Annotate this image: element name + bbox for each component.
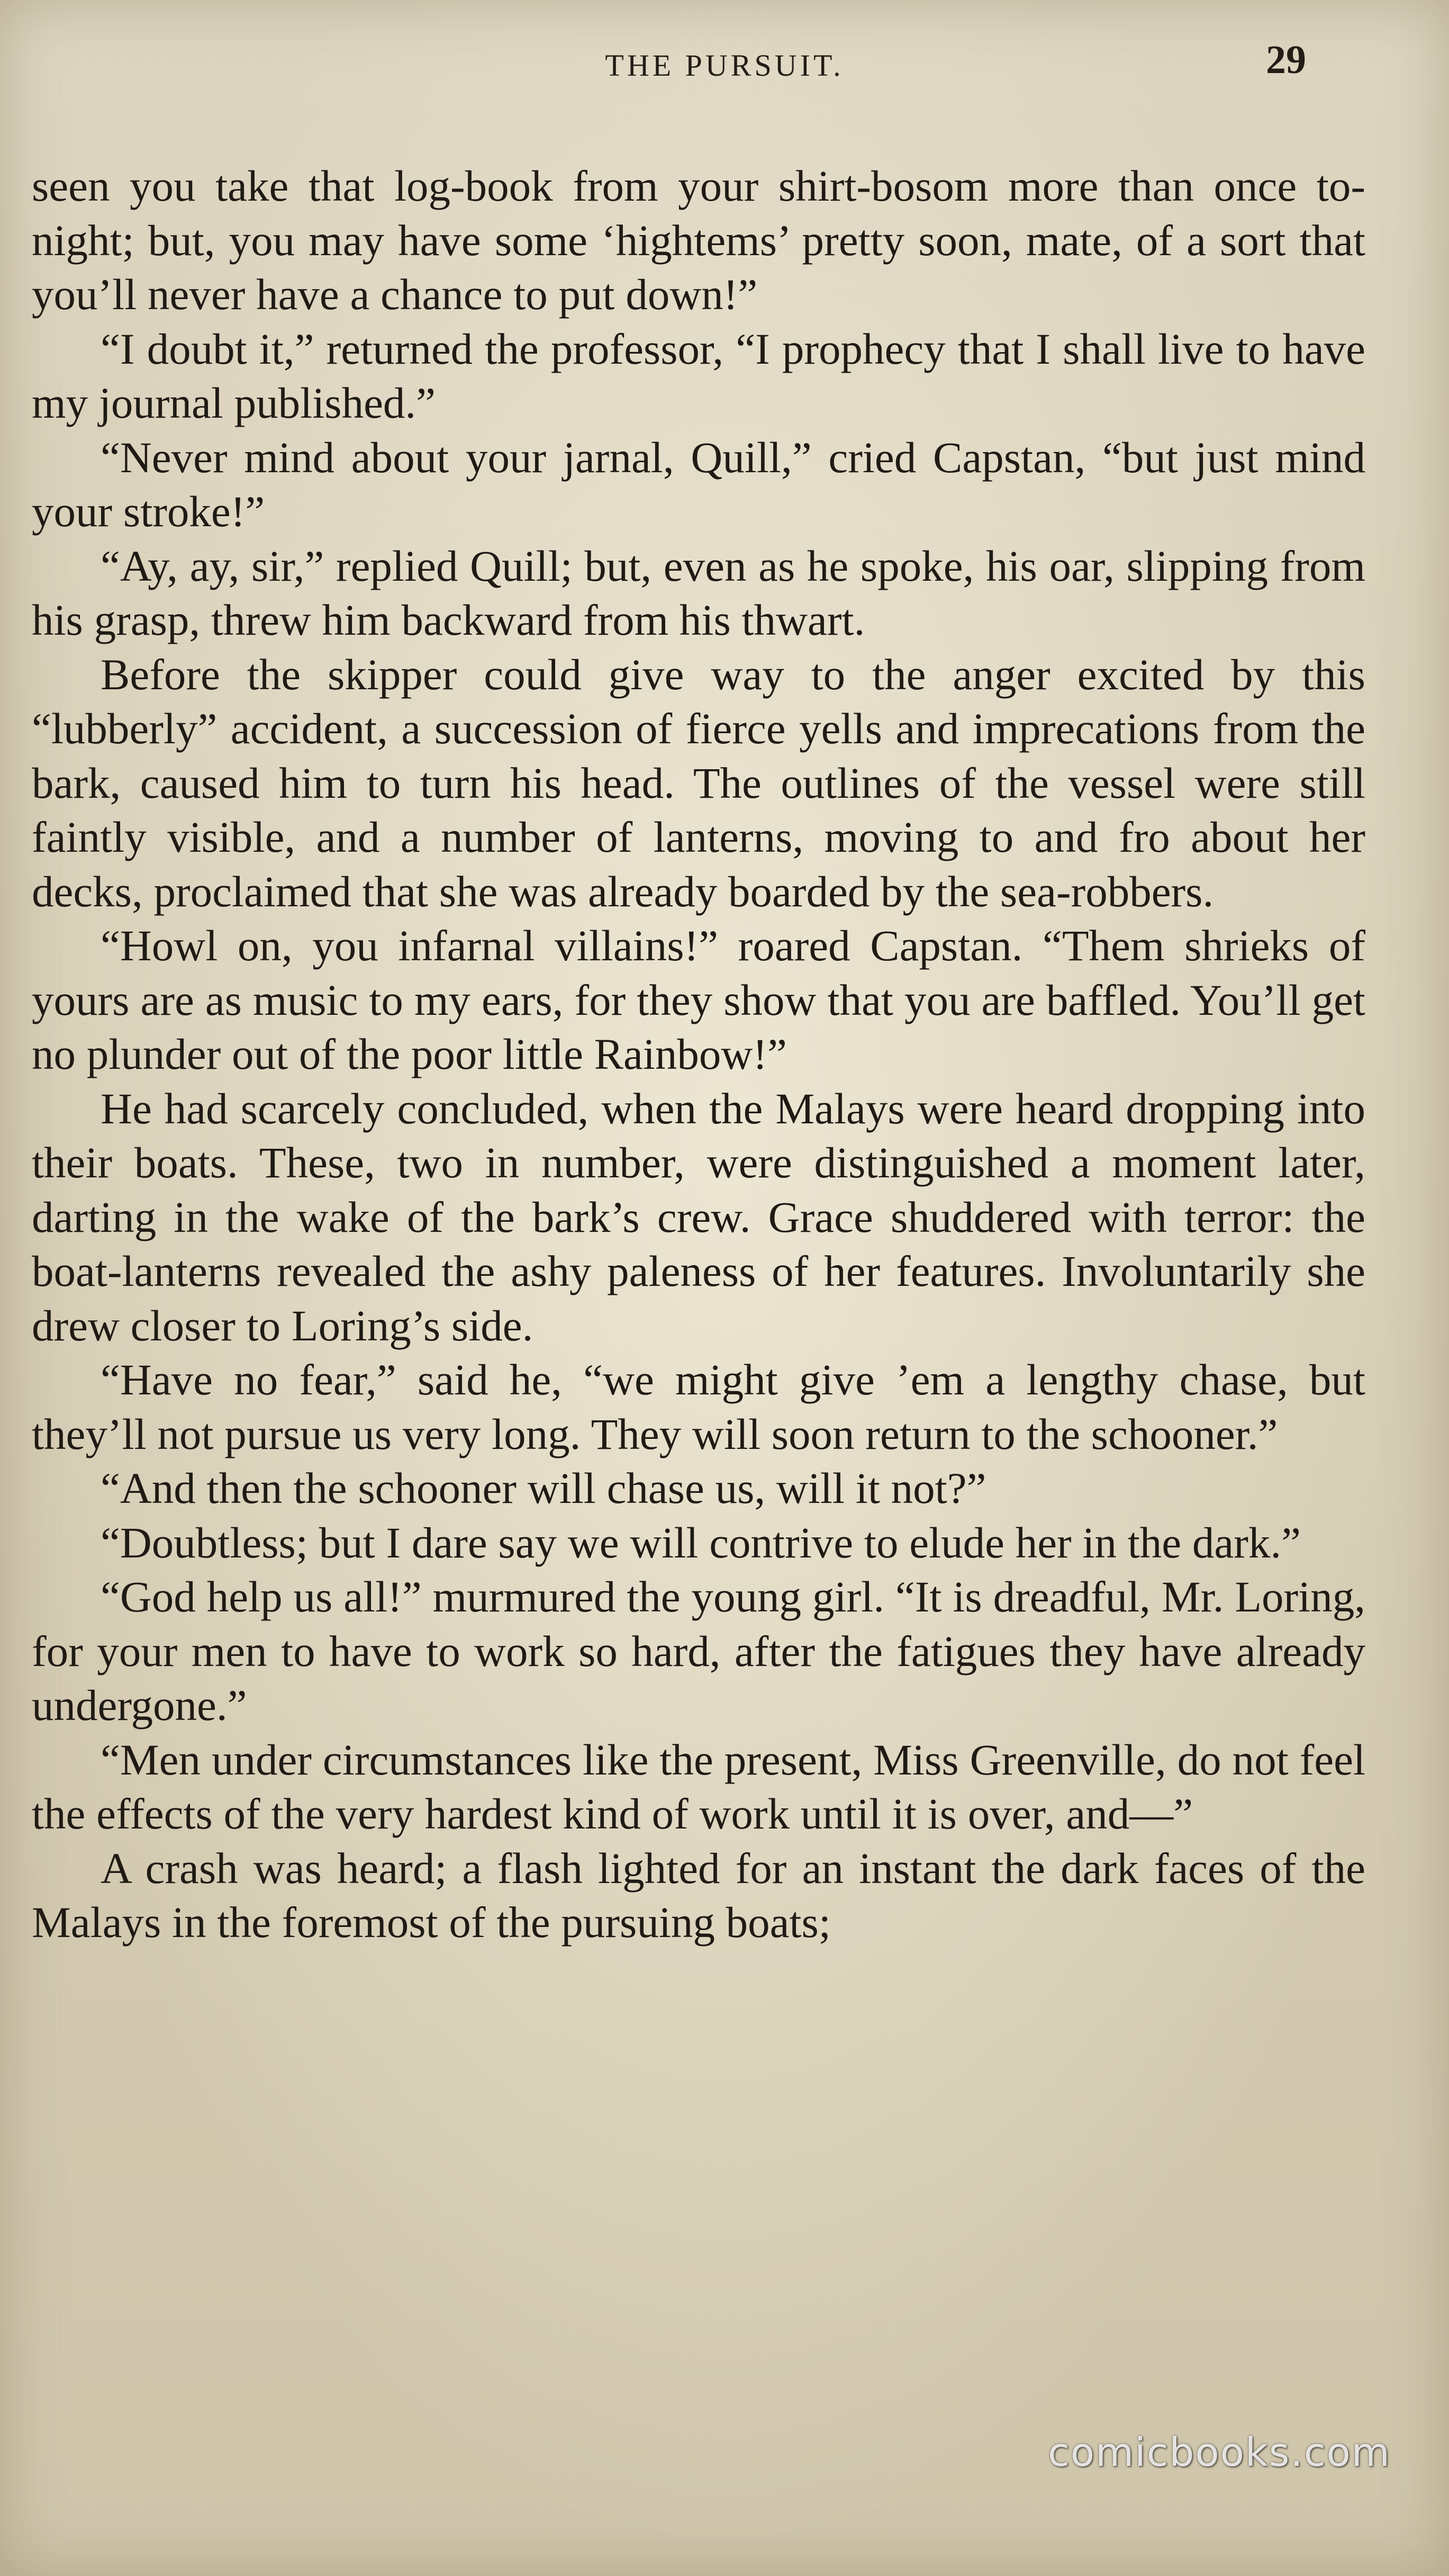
- page-header: [32, 37, 1417, 111]
- paragraph: “Howl on, you infarnal villains!” roared Capstan. “Them shrieks of yours are as music to my ears, for they show that you are baffled. You’ll get no plunder out of the poor little Rainbow!”: [32, 921, 1365, 1078]
- paragraph: Before the skipper could give way to the anger excited by this “lubberly” accident, a succession of fierce yells and imprecations from the bark, caused him to turn his head. The outlines of the vessel were still faintly visible, and a number of lanterns, moving to and fro about her decks, proclaimed that she was already boarded by the sea-robbers.: [32, 650, 1365, 916]
- paragraph: “I doubt it,” returned the professor, “I prophecy that I shall live to have my journal published.”: [32, 324, 1365, 427]
- paragraph: seen you take that log-book from your shirt-bosom more than once to-night; but, you may have some ‘hightems’ pretty soon, mate, of a sort that you’ll never have a chance to put down!”: [32, 161, 1365, 319]
- paragraph: “Men under circumstances like the present, Miss Greenville, do not feel the effects of the very hardest kind of work until it is over, and—”: [32, 1735, 1365, 1838]
- page-number: 29: [1266, 38, 1306, 82]
- paragraph: A crash was heard; a flash lighted for an instant the dark faces of the Malays in the foremost of the pursuing boats;: [32, 1843, 1365, 1947]
- paragraph: “Doubtless; but I dare say we will contrive to elude her in the dark.”: [101, 1518, 1301, 1567]
- paragraph: “Ay, ay, sir,” replied Quill; but, even as he spoke, his oar, slipping from his grasp, threw him backward from his thwart.: [32, 541, 1365, 644]
- running-head: THE PURSUIT.: [605, 48, 844, 83]
- paragraph: He had scarcely concluded, when the Malays were heard dropping into their boats. These, two in number, were distinguished a moment later, darting in the wake of the bark’s crew. Grace shuddered with terror: the boat-lanterns revealed the ashy paleness of her features. Involuntarily she drew closer to Loring’s side.: [32, 1084, 1365, 1350]
- watermark: comicbooks.com: [1048, 2430, 1391, 2475]
- paragraph: “Have no fear,” said he, “we might give ’em a lengthy chase, but they’ll not pursue us very long. They will soon return to the schooner.”: [32, 1355, 1365, 1458]
- paragraph: “Never mind about your jarnal, Quill,” cried Capstan, “but just mind your stroke!”: [32, 433, 1365, 536]
- body-text: [32, 159, 1365, 1950]
- paragraph: “And then the schooner will chase us, will it not?”: [101, 1464, 986, 1512]
- paragraph: “God help us all!” murmured the young girl. “It is dreadful, Mr. Loring, for your men to have to work so hard, after the fatigues they have already undergone.”: [32, 1572, 1365, 1730]
